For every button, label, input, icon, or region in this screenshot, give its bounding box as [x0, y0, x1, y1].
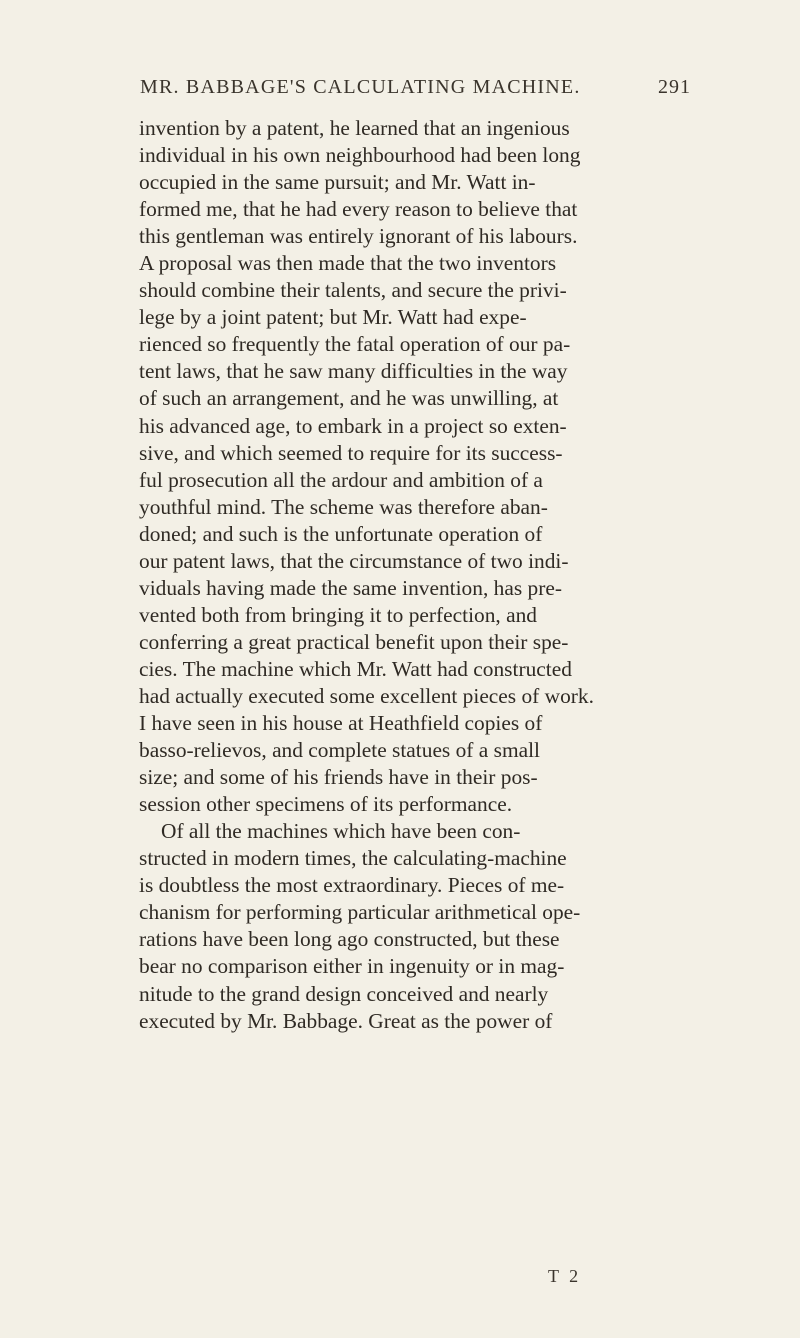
text-line: individual in his own neighbourhood had been long	[139, 143, 581, 168]
text-line: youthful mind. The scheme was therefore aban-	[139, 494, 548, 519]
text-line: formed me, that he had every reason to believe that	[139, 197, 578, 222]
running-head	[140, 76, 800, 110]
page-number: 291	[658, 76, 691, 98]
text-line: doned; and such is the unfortunate operation of	[139, 521, 543, 546]
text-line: tent laws, that he saw many difficulties in the way	[139, 359, 568, 384]
text-line: structed in modern times, the calculating-machine	[139, 846, 567, 871]
text-line: rienced so frequently the fatal operation of our pa-	[139, 332, 571, 357]
text-line: occupied in the same pursuit; and Mr. Watt in-	[139, 170, 536, 195]
text-line: executed by Mr. Babbage. Great as the power of	[139, 1008, 553, 1033]
signature-mark: T 2	[548, 1266, 582, 1286]
text-line: chanism for performing particular arithmetical ope-	[139, 900, 581, 925]
text-line: basso-relievos, and complete statues of a small	[139, 738, 540, 763]
text-line: session other specimens of its performance.	[139, 792, 513, 817]
text-line: lege by a joint patent; but Mr. Watt had expe-	[139, 305, 527, 330]
text-line: vented both from bringing it to perfection, and	[139, 602, 538, 627]
running-title: MR. BABBAGE'S CALCULATING MACHINE.	[140, 76, 581, 98]
text-line: invention by a patent, he learned that an ingenious	[139, 116, 570, 140]
text-line: of such an arrangement, and he was unwilling, at	[139, 386, 559, 411]
text-line: sive, and which seemed to require for its success-	[139, 440, 563, 465]
text-line: rations have been long ago constructed, but these	[139, 927, 560, 952]
paragraph-first-line: Of all the machines which have been con-	[161, 819, 521, 844]
text-line: conferring a great practical benefit upon their spe-	[139, 629, 569, 654]
text-line: ful prosecution all the ardour and ambition of a	[139, 467, 543, 492]
text-line: size; and some of his friends have in their pos-	[139, 765, 538, 790]
body-text	[139, 115, 799, 1035]
text-line: nitude to the grand design conceived and nearly	[139, 981, 549, 1006]
text-line: bear no comparison either in ingenuity or in mag-	[139, 954, 565, 979]
text-line: I have seen in his house at Heathfield copies of	[139, 711, 543, 736]
text-line: our patent laws, that the circumstance of two indi-	[139, 548, 569, 573]
text-line: his advanced age, to embark in a project so exten-	[139, 413, 567, 438]
text-line: this gentleman was entirely ignorant of his labours.	[139, 224, 578, 249]
text-line: cies. The machine which Mr. Watt had constructed	[139, 656, 572, 681]
text-line: is doubtless the most extraordinary. Pieces of me-	[139, 873, 565, 898]
text-line: should combine their talents, and secure the privi-	[139, 278, 567, 303]
text-line: viduals having made the same invention, has pre-	[139, 575, 562, 600]
text-line: A proposal was then made that the two inventors	[139, 251, 557, 276]
text-line: had actually executed some excellent pieces of work.	[139, 683, 594, 708]
